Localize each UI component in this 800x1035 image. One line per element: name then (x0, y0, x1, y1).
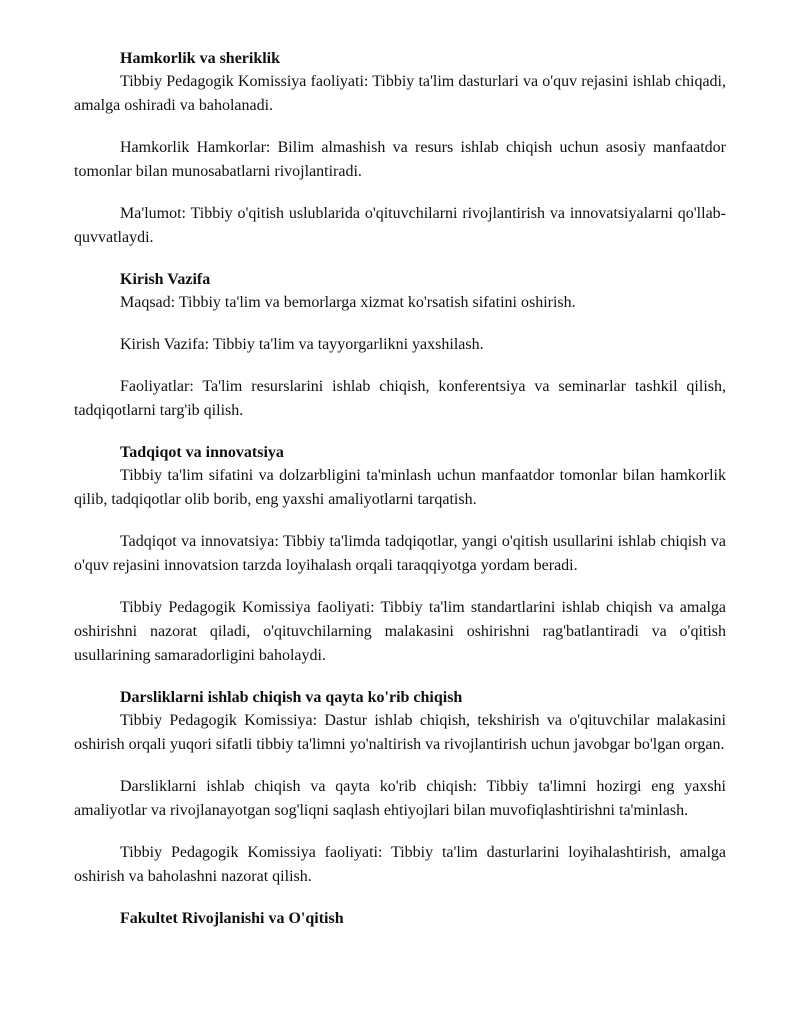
paragraph: Tibbiy Pedagogik Komissiya faoliyati: Tibbiy ta'lim standartlarini ishlab chiqish va amalga oshirishni nazorat qiladi, o'qituvchilarning malakasini oshirishni rag'batlantiradi va o'qitish usullarining samaradorligini baholaydi. (74, 599, 726, 664)
paragraph: Maqsad: Tibbiy ta'lim va bemorlarga xizmat ko'rsatish sifatini oshirish. (120, 294, 576, 311)
section-heading: Hamkorlik va sheriklik (120, 50, 281, 67)
section-heading: Tadqiqot va innovatsiya (120, 444, 284, 461)
document-body (74, 47, 726, 930)
section-heading: Kirish Vazifa (120, 271, 211, 288)
paragraph: Hamkorlik Hamkorlar: Bilim almashish va resurs ishlab chiqish uchun asosiy manfaatdor tomonlar bilan munosabatlarni rivojlantiradi. (74, 139, 726, 180)
paragraph: Kirish Vazifa: Tibbiy ta'lim va tayyorgarlikni yaxshilash. (120, 336, 484, 353)
paragraph: Tadqiqot va innovatsiya: Tibbiy ta'limda tadqiqotlar, yangi o'qitish usullarini ishlab chiqish va o'quv rejasini innovatsion tarzda loyihalash orqali taraqqiyotga yordam beradi. (74, 533, 726, 574)
paragraph: Tibbiy Pedagogik Komissiya: Dastur ishlab chiqish, tekshirish va o'qituvchilar malakasini oshirish orqali yuqori sifatli tibbiy ta'limni yo'naltirish va rivojlantirish uchun javobgar bo'lgan organ. (74, 712, 726, 753)
paragraph: Faoliyatlar: Ta'lim resurslarini ishlab chiqish, konferentsiya va seminarlar tashkil qilish, tadqiqotlarni targ'ib qilish. (74, 378, 726, 419)
section-heading: Darsliklarni ishlab chiqish va qayta ko'rib chiqish (120, 689, 463, 706)
paragraph: Darsliklarni ishlab chiqish va qayta ko'rib chiqish: Tibbiy ta'limni hozirgi eng yaxshi amaliyotlar va rivojlanayotgan sog'liqni saqlash ehtiyojlari bilan muvofiqlashtirishni ta'minlash. (74, 778, 726, 819)
paragraph: Tibbiy Pedagogik Komissiya faoliyati: Tibbiy ta'lim dasturlari va o'quv rejasini ishlab chiqadi, amalga oshiradi va baholanadi. (74, 73, 726, 114)
paragraph: Ma'lumot: Tibbiy o'qitish uslublarida o'qituvchilarni rivojlantirish va innovatsiyalarni qo'llab-quvvatlaydi. (74, 205, 726, 246)
section-heading: Fakultet Rivojlanishi va O'qitish (120, 910, 344, 927)
paragraph: Tibbiy ta'lim sifatini va dolzarbligini ta'minlash uchun manfaatdor tomonlar bilan hamkorlik qilib, tadqiqotlar olib borib, eng yaxshi amaliyotlarni tarqatish. (74, 467, 726, 508)
paragraph: Tibbiy Pedagogik Komissiya faoliyati: Tibbiy ta'lim dasturlarini loyihalashtirish, amalga oshirish va baholashni nazorat qilish. (74, 844, 726, 885)
